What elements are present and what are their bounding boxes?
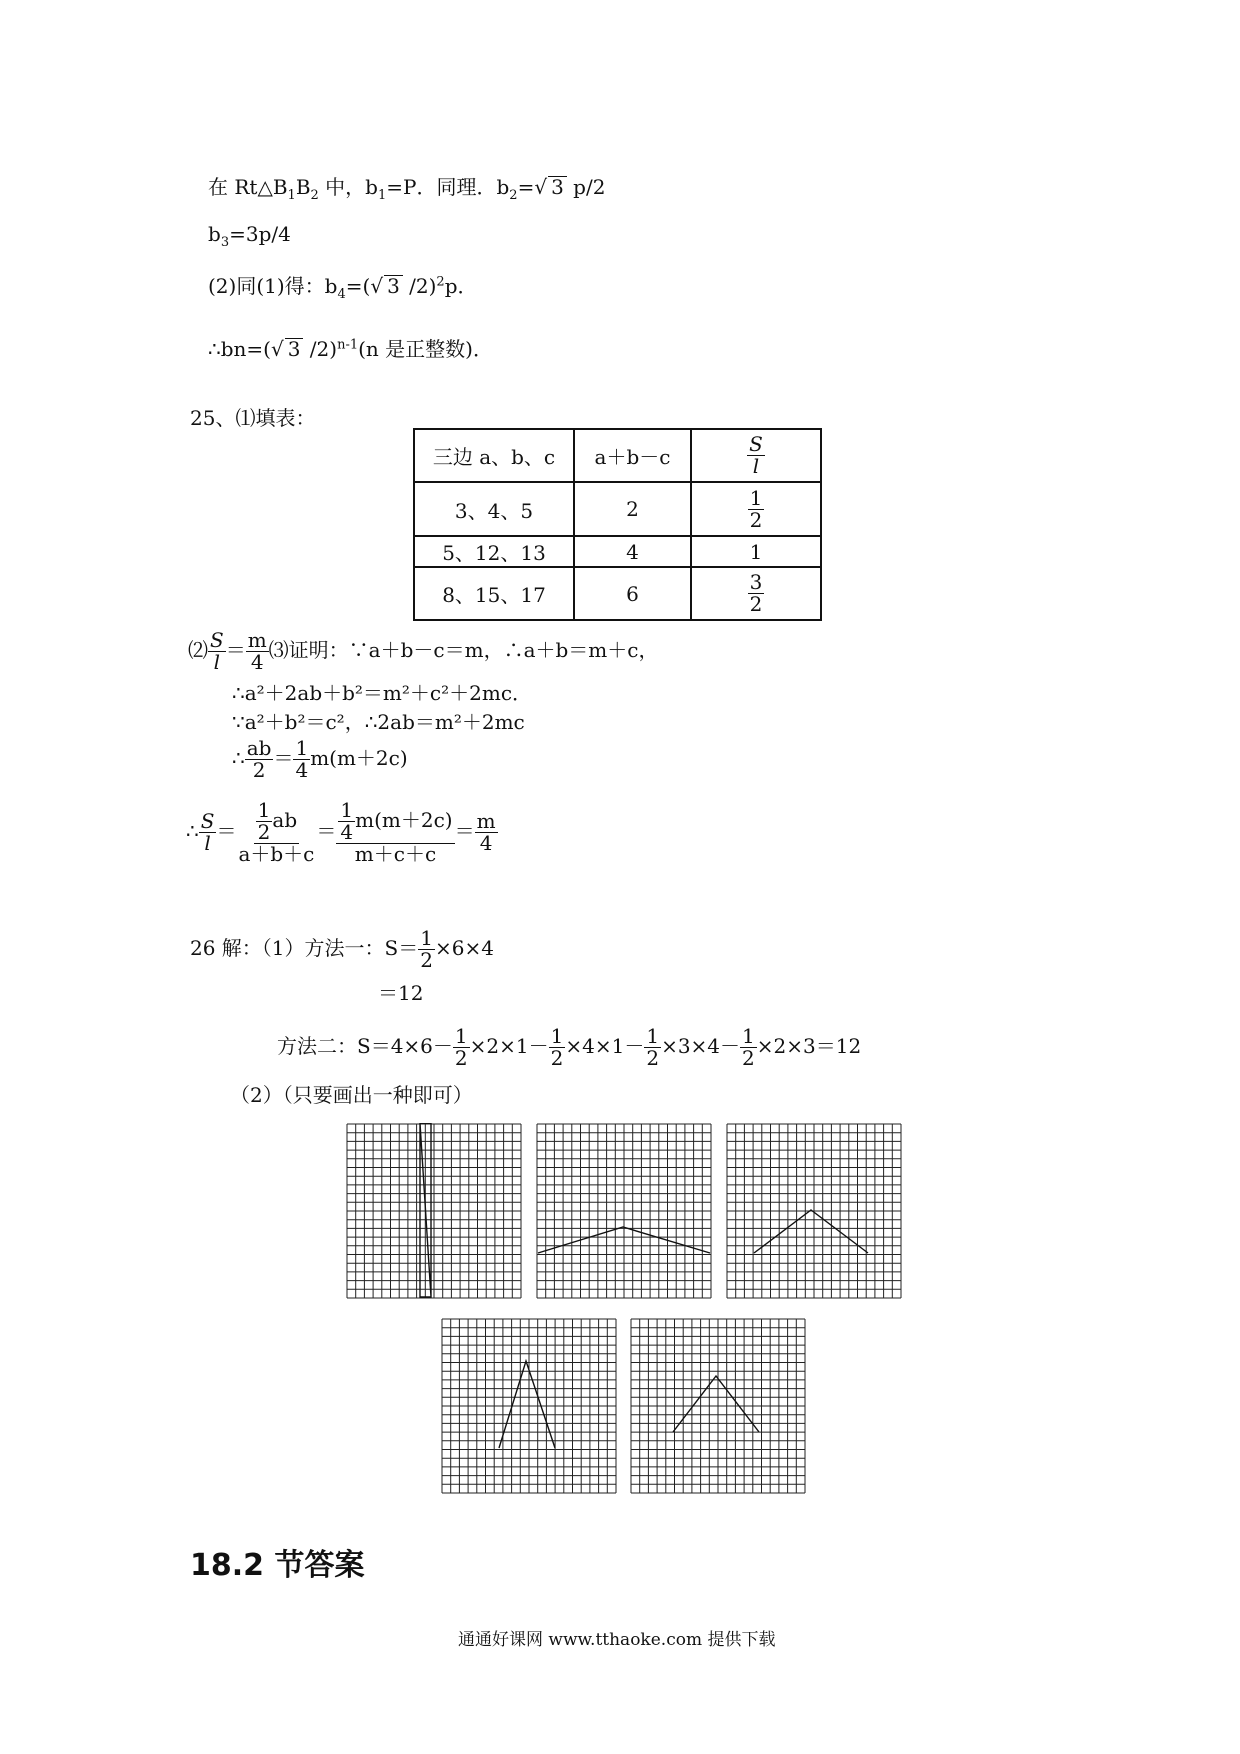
sqrt-symbol: √ 3 (534, 176, 566, 197)
proof-conclusion: ∴ $\frac{S}{l}$ ＝ $\frac{1}{2}$ ab a＋b＋c ＝ $\frac{1}{4}$ m(m＋2c) m＋c＋c ＝ $\frac{m}{4}$ (186, 798, 496, 866)
grid-figure-5 (630, 1318, 806, 1494)
sqrt-symbol: √ 3 (271, 338, 303, 359)
q26-method1: 26 解：（1）方法一：S＝ $\frac{1}{2}$ ×6×4 (190, 926, 494, 972)
q26-part2: （2）（只要画出一种即可） (230, 1083, 473, 1107)
grid-figure-1 (346, 1123, 522, 1299)
answer-table (413, 428, 822, 621)
grid-figure-3 (726, 1123, 902, 1299)
proof-line-2: ∵a²＋b²＝c²，∴2ab＝m²＋2mc (232, 710, 525, 734)
table-row: 8、15、17 6 $\frac{3}{2}$ (414, 567, 821, 620)
shape-line (754, 1210, 868, 1253)
q25-part2-line: ⑵ $\frac{S}{l}$ ＝ $\frac{m}{4}$ ⑶证明：∵a＋b－c＝m，∴a＋b＝m＋c， (188, 628, 659, 674)
grid-figure-4 (441, 1318, 617, 1494)
q26-method1-result: ＝12 (378, 981, 424, 1005)
table-header-ratio: $\frac{S}{l}$ (691, 429, 821, 482)
table-header-sides: 三边 a、b、c (414, 429, 574, 482)
table-row: 3、4、5 2 $\frac{1}{2}$ (414, 482, 821, 536)
sqrt-symbol: √ 3 (370, 275, 402, 296)
table-row: 5、12、13 4 1 (414, 536, 821, 567)
line-2: $b_3=3p/4$ (208, 222, 291, 250)
section-heading: 18.2 节答案 (190, 1548, 365, 1583)
q26-method2: 方法二：S＝4×6－ $\frac{1}{2}$ ×2×1－ $\frac{1}{2}$ ×4×1－ $\frac{1}{2}$ ×3×4－ $\frac{1}{2}$ ×2×3＝12 (277, 1024, 862, 1070)
line-4: ∴bn=(√ 3 /2)$^{n-1}$(n 是正整数)． (208, 337, 493, 361)
q25-label: 25、⑴填表： (190, 406, 316, 430)
footer-text: 通通好课网 www.tthaoke.com 提供下载 (458, 1630, 776, 1650)
grid-figure-2 (536, 1123, 712, 1299)
line-1: 在 $Rt\triangle B_1B_2$ 中，$b_1=P$．同理．$b_2=√$ 3 p/2 (208, 175, 606, 203)
table-header-sum: a＋b－c (574, 429, 691, 482)
line-3: (2)同(1)得：$b_4=(√$ 3 /2)$^2$p． (208, 274, 478, 302)
proof-line-3: ∴ $\frac{ab}{2}$ ＝ $\frac{1}{4}$ m(m＋2c) (232, 736, 408, 782)
proof-line-1: ∴a²＋2ab＋b²＝m²＋c²＋2mc． (232, 681, 533, 705)
